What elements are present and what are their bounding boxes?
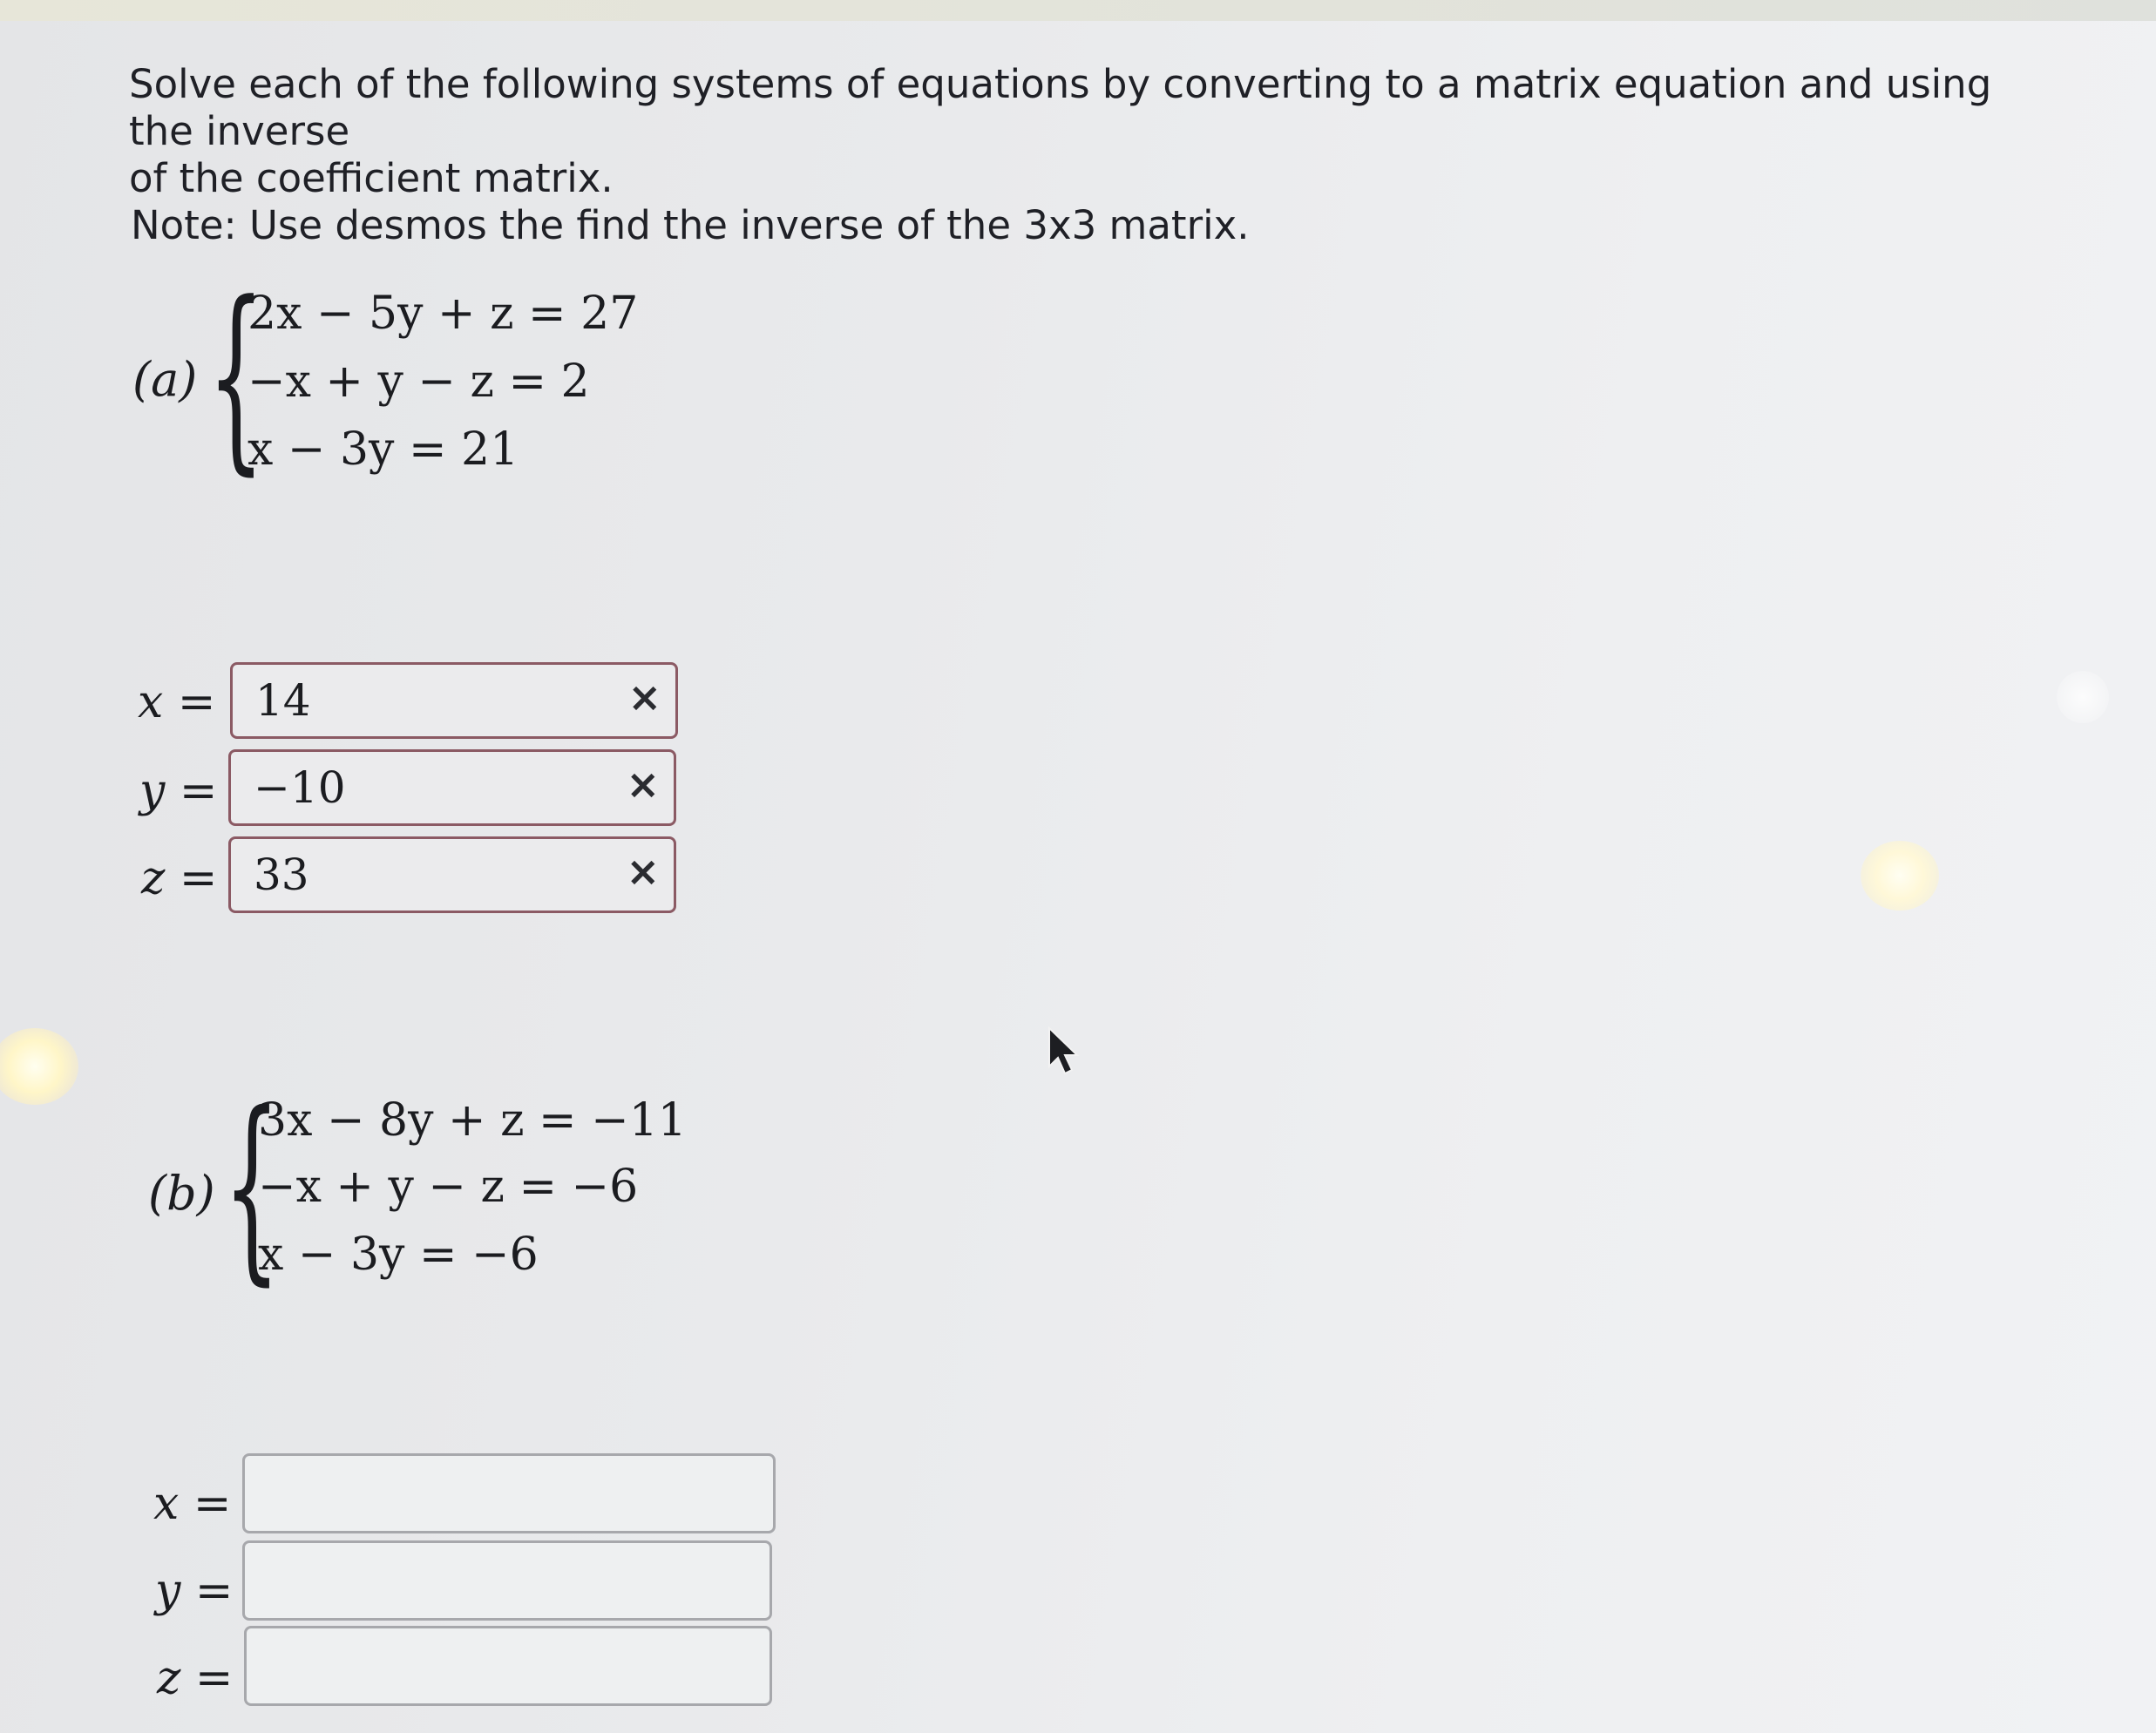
- part-a-z-input[interactable]: [228, 836, 676, 913]
- part-a-x-value: 14: [255, 675, 311, 726]
- part-b-x-input[interactable]: [242, 1453, 776, 1533]
- mouse-pointer-icon: [1046, 1026, 1081, 1079]
- part-b-brace: {: [223, 1071, 281, 1303]
- part-a-equation-2: −x + y − z = 2: [247, 355, 590, 408]
- part-a-label: (a): [132, 352, 198, 407]
- instructions: [129, 61, 2029, 202]
- part-b-equation-2: −x + y − z = −6: [258, 1161, 639, 1213]
- screen-glare: [2057, 671, 2109, 723]
- part-a-equation-3: x − 3y = 21: [247, 423, 519, 476]
- part-b-z-input[interactable]: [244, 1626, 772, 1706]
- part-a-x-label: x =: [138, 676, 216, 728]
- part-a-y-input[interactable]: [228, 749, 676, 826]
- part-b-label: (b): [148, 1166, 215, 1221]
- instructions-line-1: Solve each of the following systems of equations by converting to a matrix equation and using the inverse: [129, 61, 1992, 154]
- part-b-equation-3: x − 3y = −6: [258, 1229, 539, 1281]
- part-a-equation-1: 2x − 5y + z = 27: [247, 288, 639, 340]
- x-mark-icon: ×: [627, 674, 661, 721]
- screen-glare: [1861, 841, 1939, 911]
- instructions-line-2: of the coefficient matrix.: [129, 155, 614, 201]
- x-mark-icon: ×: [626, 761, 660, 808]
- part-a-x-input[interactable]: [230, 662, 678, 739]
- part-b-y-input[interactable]: [242, 1540, 772, 1621]
- x-mark-icon: ×: [626, 848, 660, 895]
- part-b-equation-1: 3x − 8y + z = −11: [258, 1094, 687, 1147]
- part-b-y-label: y =: [155, 1565, 234, 1617]
- part-b-x-label: x =: [153, 1478, 232, 1530]
- part-a-brace: {: [207, 261, 265, 493]
- screen-glare: [0, 1028, 78, 1105]
- top-band: [0, 0, 2156, 21]
- note-text: Note: Use desmos the find the inverse of the 3x3 matrix.: [131, 202, 1250, 248]
- part-a-y-label: y =: [139, 765, 218, 817]
- part-b-z-label: z =: [157, 1652, 234, 1704]
- part-a-z-value: 33: [254, 850, 309, 900]
- part-a-z-label: z =: [141, 852, 218, 904]
- part-a-y-value: −10: [254, 762, 346, 813]
